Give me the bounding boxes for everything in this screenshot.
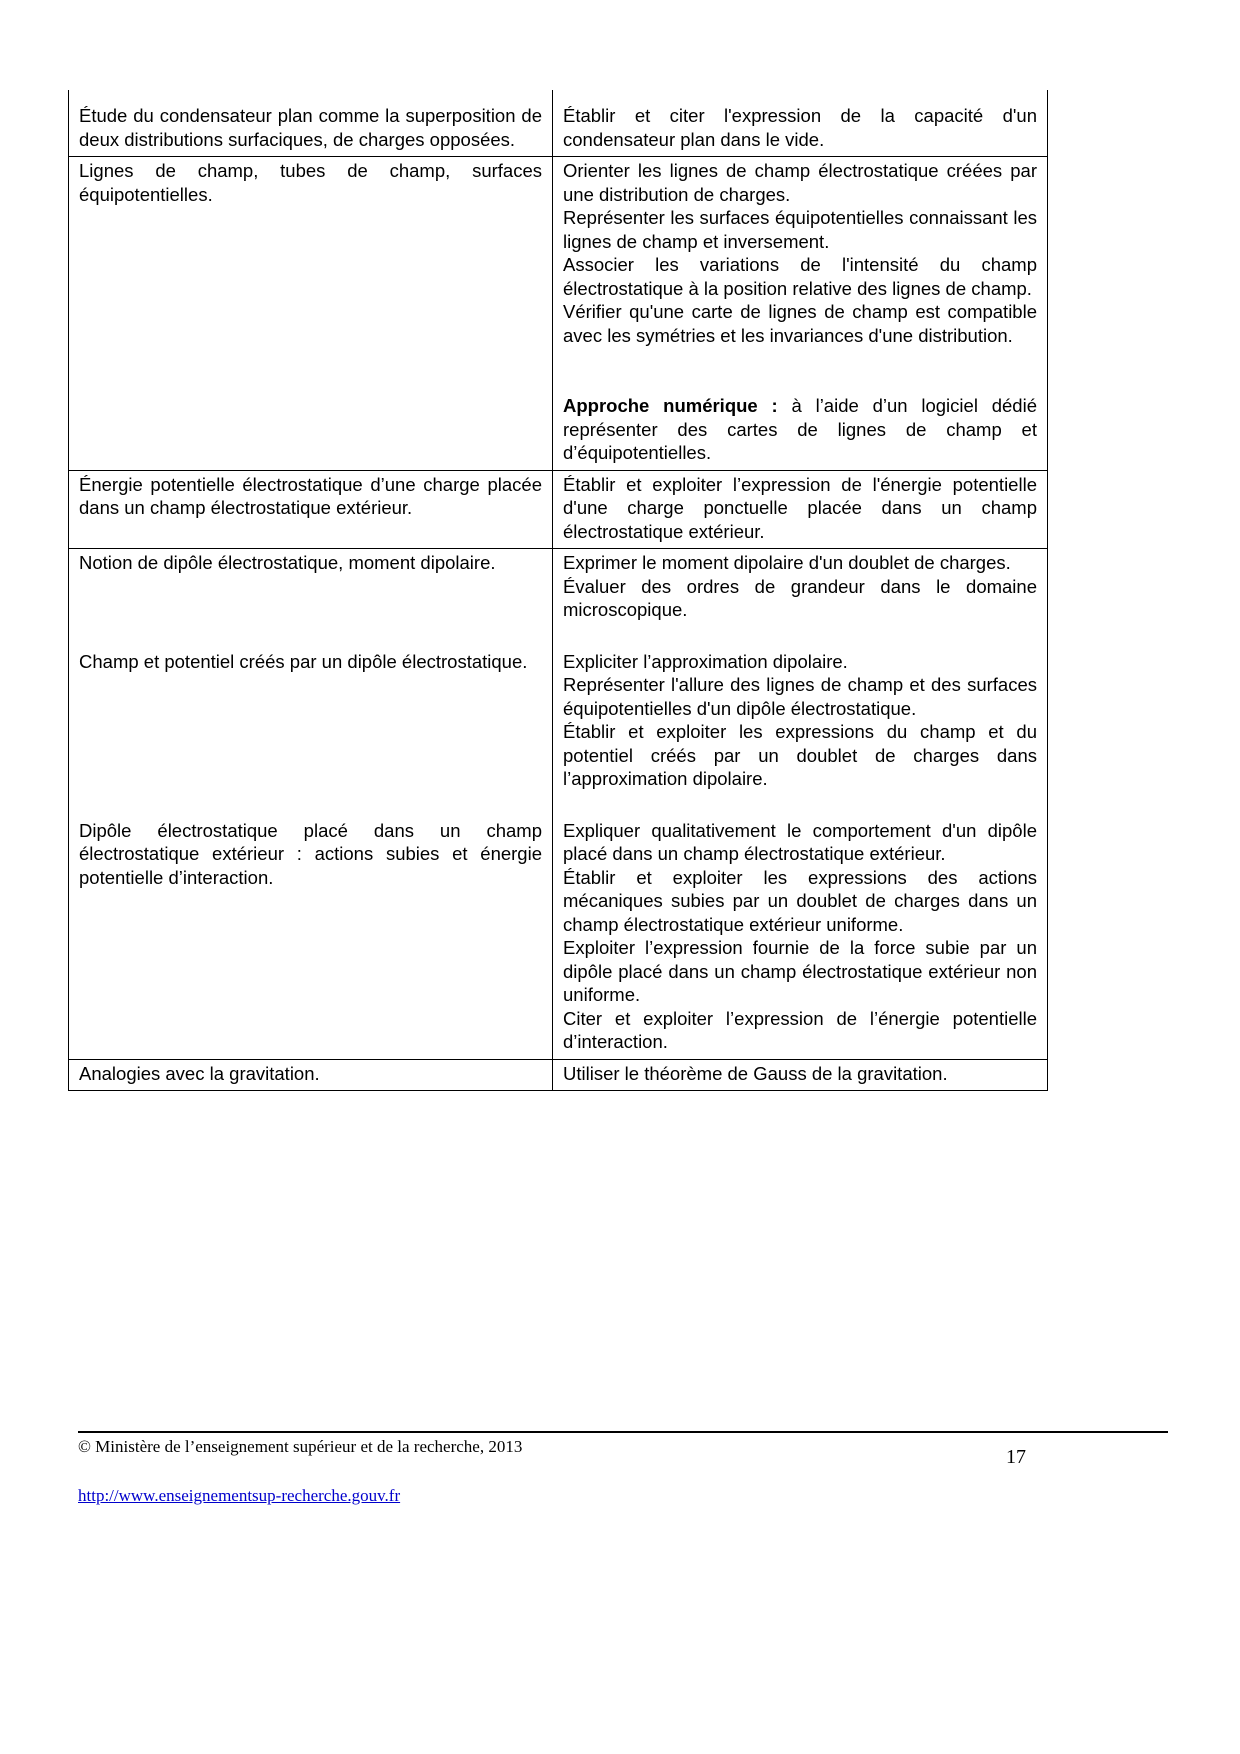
ministry-website-link[interactable]: http://www.enseignementsup-recherche.gouv.fr	[78, 1486, 401, 1505]
capacite-text: Évaluer des ordres de grandeur dans le domaine microscopique.	[563, 575, 1037, 620]
notion-text: Étude du condensateur plan comme la superposition de deux distributions surfaciques, de charges opposées.	[79, 105, 542, 150]
approche-numerique-text: à l’aide d’un logiciel dédié représenter des cartes de lignes de champ et d’équipotentielles.	[563, 395, 1037, 463]
notions-cell	[69, 648, 553, 817]
capacite-text: Établir et exploiter l’expression de l'énergie potentielle d'une charge ponctuelle placée dans un champ électrostatique extérieur.	[563, 473, 1037, 542]
table-row	[69, 1060, 1047, 1092]
copyright-text: © Ministère de l’enseignement supérieur et de la recherche, 2013	[78, 1437, 523, 1456]
notion-text: Analogies avec la gravitation.	[79, 1062, 320, 1084]
capacites-cell	[553, 471, 1047, 549]
capacites-cell	[553, 549, 1047, 648]
capacite-text: Établir et exploiter les expressions du champ et du potentiel créés par un doublet de charges dans l’approximation dipolaire.	[563, 721, 1037, 789]
capacites-cell	[553, 90, 1047, 156]
table-row	[69, 471, 1047, 550]
notions-cell	[69, 817, 553, 1059]
table-row	[69, 549, 1047, 1060]
capacite-text: Utiliser le théorème de Gauss de la gravitation.	[563, 1062, 948, 1084]
capacite-text: Orienter les lignes de champ électrostatique créées par une distribution de charges.	[563, 160, 1037, 205]
notions-cell	[69, 157, 553, 470]
approche-numerique-paragraph	[563, 394, 1037, 465]
table-row	[69, 157, 1047, 471]
capacite-text: Représenter l'allure des lignes de champ et des surfaces équipotentielles d'un dipôle électrostatique.	[563, 674, 1037, 719]
syllabus-table	[68, 90, 1048, 1091]
capacite-text: Représenter les surfaces équipotentielles connaissant les lignes de champ et inversement.	[563, 207, 1037, 252]
notions-cell	[69, 1060, 553, 1091]
notions-cell	[69, 471, 553, 549]
table-row	[69, 90, 1047, 157]
capacites-cell	[553, 648, 1047, 817]
capacite-text: Citer et exploiter l’expression de l’énergie potentielle d’interaction.	[563, 1007, 1037, 1052]
capacite-text: Établir et exploiter les expressions des actions mécaniques subies par un doublet de charges dans un champ électrostatique extérieur uniforme.	[563, 866, 1037, 935]
notions-cell	[69, 549, 553, 648]
capacites-cell	[553, 1060, 1047, 1091]
notion-text: Champ et potentiel créés par un dipôle électrostatique.	[79, 650, 528, 672]
capacite-text: Expliciter l’approximation dipolaire.	[563, 650, 848, 672]
footer-divider	[78, 1431, 1168, 1433]
capacite-text: Exprimer le moment dipolaire d'un doublet de charges.	[563, 552, 1011, 573]
capacites-cell	[553, 157, 1047, 470]
notion-text: Notion de dipôle électrostatique, moment dipolaire.	[79, 552, 496, 573]
capacite-text: Établir et citer l'expression de la capacité d'un condensateur plan dans le vide.	[563, 105, 1037, 150]
page-number: 17	[1006, 1446, 1026, 1468]
approche-numerique-label: Approche numérique :	[563, 395, 778, 416]
capacite-text: Expliquer qualitativement le comportement d'un dipôle placé dans un champ électrostatique extérieur.	[563, 819, 1037, 864]
capacites-cell	[553, 817, 1047, 1059]
notion-text: Dipôle électrostatique placé dans un champ électrostatique extérieur : actions subies et énergie potentielle d’interaction.	[79, 819, 542, 888]
notions-cell	[69, 90, 553, 156]
capacite-text: Vérifier qu'une carte de lignes de champ est compatible avec les symétries et les invariances d'une distribution.	[563, 301, 1037, 346]
capacite-text: Exploiter l’expression fournie de la force subie par un dipôle placé dans un champ électrostatique extérieur non uniforme.	[563, 937, 1037, 1005]
notion-text: Lignes de champ, tubes de champ, surfaces équipotentielles.	[79, 160, 542, 205]
notion-text: Énergie potentielle électrostatique d’une charge placée dans un champ électrostatique extérieur.	[79, 473, 542, 518]
capacite-text: Associer les variations de l'intensité du champ électrostatique à la position relative des lignes de champ.	[563, 254, 1037, 299]
